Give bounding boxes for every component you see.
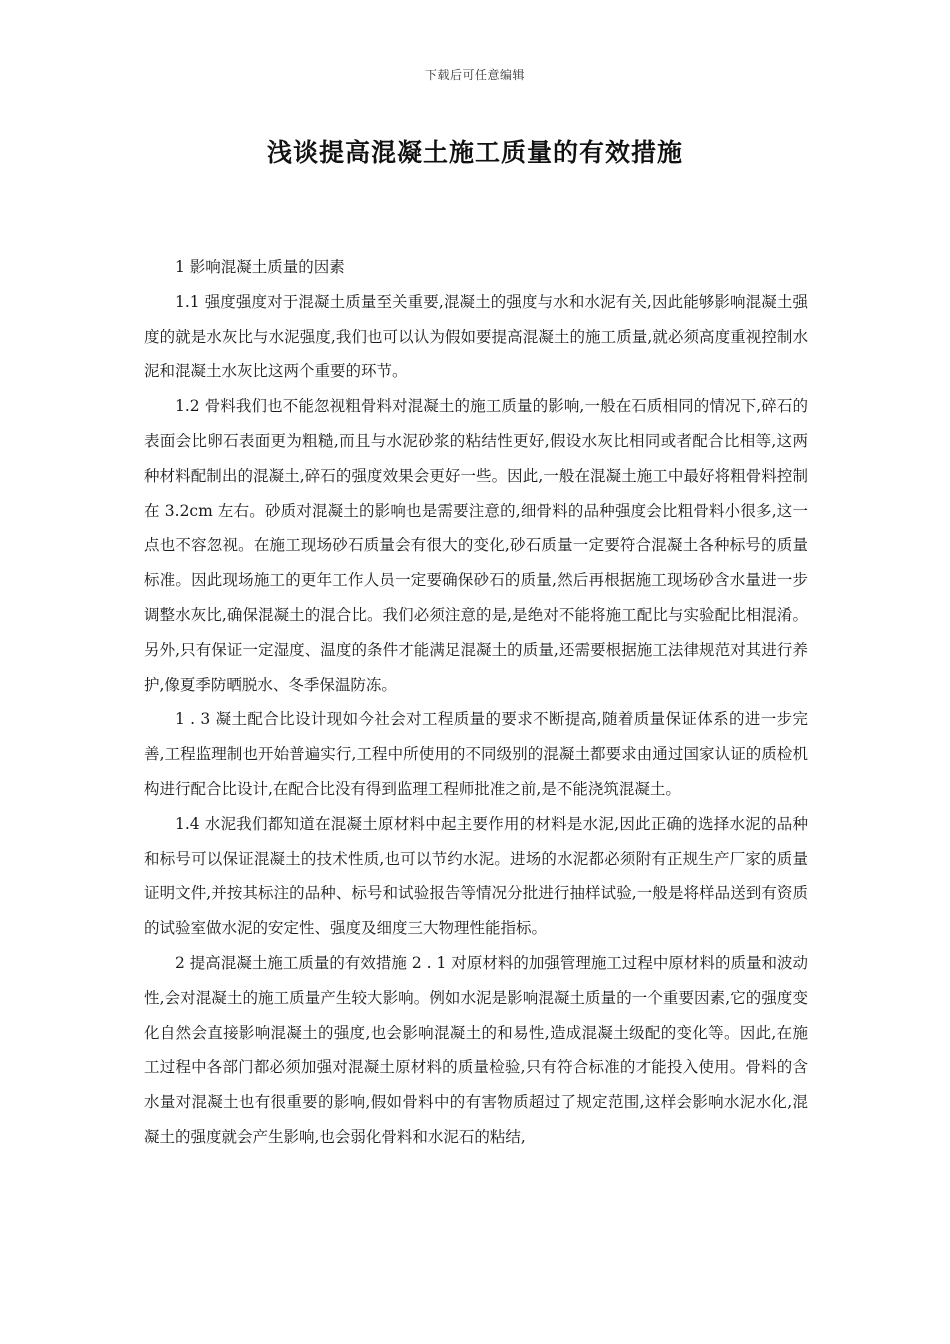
paragraph-2-measures: 2 提高混凝土施工质量的有效措施 2 . 1 对原材料的加强管理施工过程中原材料的质量和波动性,会对混凝土的施工质量产生较大影响。例如水泥是影响混凝土质量的一个重要因素,它的强度变化自然会直接影响混凝土的强度,也会影响混凝土的和易性,造成混凝土级配的变化等。因此,在施工过程中各部门都必须加强对混凝土原材料的质量检验,只有符合标准的才能投入使用。骨料的含水量对混凝土也有很重要的影响,假如骨料中的有害物质超过了规定范围,这样会影响水泥水化,混凝土的强度就会产生影响,也会弱化骨料和水泥石的粘结, bbox=[144, 953, 808, 1146]
section-heading-1: 1 影响混凝土质量的因素 bbox=[175, 258, 345, 276]
paragraph-1-1-strength: 1.1 强度强度对于混凝土质量至关重要,混凝土的强度与水和水泥有关,因此能够影响混凝土强度的就是水灰比与水泥强度,我们也可以认为假如要提高混凝土的施工质量,就必须高度重视控制水泥和混凝土水灰比这两个重要的环节。 bbox=[144, 292, 808, 381]
document-body bbox=[144, 250, 808, 1155]
paragraph-1-2-aggregate: 1.2 骨料我们也不能忽视粗骨料对混凝土的施工质量的影响,一般在石质相同的情况下,碎石的表面会比卵石表面更为粗糙,而且与水泥砂浆的粘结性更好,假设水灰比相同或者配合比相等,这两种材料配制出的混凝土,碎石的强度效果会更好一些。因此,一般在混凝土施工中最好将粗骨料控制在 3.2cm 左右。砂质对混凝土的影响也是需要注意的,细骨料的品种强度会比粗骨料小很多,这一点也不容忽视。在施工现场砂石质量会有很大的变化,砂石质量一定要符合混凝土各种标号的质量标准。因此现场施工的更年工作人员一定要确保砂石的质量,然后再根据施工现场砂含水量进一步调整水灰比,确保混凝土的混合比。我们必须注意的是,是绝对不能将施工配比与实验配比相混淆。另外,只有保证一定湿度、温度的条件才能满足混凝土的质量,还需要根据施工法律规范对其进行养护,像夏季防晒脱水、冬季保温防冻。 bbox=[144, 397, 808, 694]
paragraph-1-3-mix-design: 1 . 3 凝土配合比设计现如今社会对工程质量的要求不断提高,随着质量保证体系的进一步完善,工程监理制也开始普遍实行,工程中所使用的不同级别的混凝土都要求由通过国家认证的质检机构进行配合比设计,在配合比没有得到监理工程师批准之前,是不能浇筑混凝土。 bbox=[144, 710, 808, 798]
header-note: 下载后可任意编辑 bbox=[424, 68, 525, 82]
paragraph-1-4-cement: 1.4 水泥我们都知道在混凝土原材料中起主要作用的材料是水泥,因此正确的选择水泥的品种和标号可以保证混凝土的技术性质,也可以节约水泥。进场的水泥都必须附有正规生产厂家的质量证明文件,并按其标注的品种、标号和试验报告等情况分批进行抽样试验,一般是将样品送到有资质的试验室做水泥的安定性、强度及细度三大物理性能指标。 bbox=[144, 814, 808, 938]
document-title: 浅谈提高混凝土施工质量的有效措施 bbox=[266, 138, 683, 167]
